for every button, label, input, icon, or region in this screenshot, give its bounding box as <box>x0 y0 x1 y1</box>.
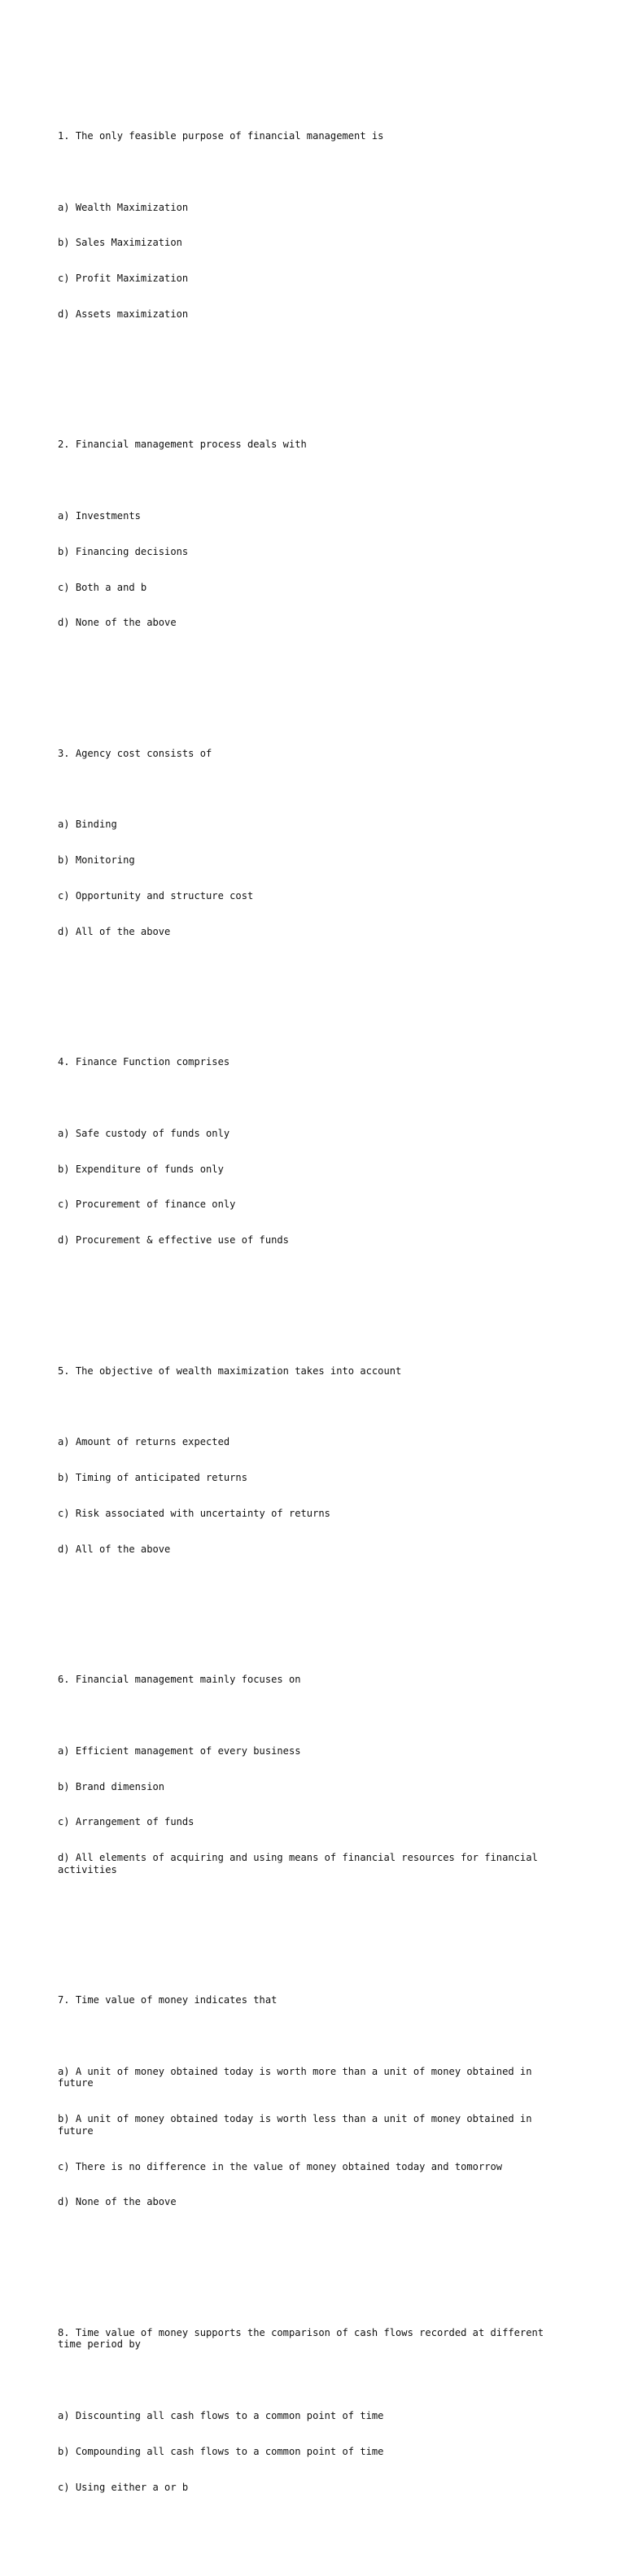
question-text: 7. Time value of money indicates that <box>58 1994 278 2006</box>
question-text: 6. Financial management mainly focuses on <box>58 1674 301 1686</box>
option-c: c) Risk associated with uncertainty of returns <box>58 1507 330 1519</box>
option-d: d) None of the above <box>58 2196 177 2208</box>
option-c: c) Arrangement of funds <box>58 1816 194 1828</box>
option-b: b) Sales Maximization <box>58 237 182 249</box>
question-text: 4. Finance Function comprises <box>58 1056 230 1068</box>
option-d: d) All of the above <box>58 1543 171 1555</box>
document-body <box>58 71 570 2576</box>
option-a: a) Investments <box>58 509 141 522</box>
option-a: a) Binding <box>58 819 117 831</box>
option-list <box>58 795 570 961</box>
question-3 <box>58 724 570 985</box>
option-c: c) Using either a or b <box>58 2481 189 2493</box>
question-1 <box>58 107 570 368</box>
option-d: d) Assets maximization <box>58 308 189 320</box>
question-text: 1. The only feasible purpose of financial management is <box>58 129 384 142</box>
question-7 <box>58 1971 570 2255</box>
question-text: 5. The objective of wealth maximization takes into account <box>58 1364 402 1377</box>
question-text: 3. Agency cost consists of <box>58 747 212 759</box>
question-2 <box>58 415 570 676</box>
option-list <box>58 1722 570 1900</box>
option-c: c) Both a and b <box>58 581 147 593</box>
option-a: a) A unit of money obtained today is worth more than a unit of money obtained in future <box>58 2065 538 2089</box>
option-b: b) Timing of anticipated returns <box>58 1472 247 1484</box>
question-text: 8. Time value of money supports the comparison of cash flows recorded at different time period by <box>58 2326 550 2351</box>
option-list <box>58 1412 570 1578</box>
option-list <box>58 1104 570 1270</box>
option-c: c) Opportunity and structure cost <box>58 889 254 902</box>
question-5 <box>58 1342 570 1603</box>
option-c: c) Procurement of finance only <box>58 1198 236 1211</box>
option-b: b) Compounding all cash flows to a common point of time <box>58 2445 384 2457</box>
option-d: d) All elements of acquiring and using means of financial resources for financial activities <box>58 1852 544 1875</box>
option-b: b) Monitoring <box>58 854 135 867</box>
option-b: b) Brand dimension <box>58 1780 165 1792</box>
option-b: b) Financing decisions <box>58 545 189 557</box>
question-text: 2. Financial management process deals with <box>58 439 307 451</box>
option-a: a) Discounting all cash flows to a common point of time <box>58 2409 384 2421</box>
option-a: a) Safe custody of funds only <box>58 1127 230 1139</box>
option-list <box>58 177 570 343</box>
option-c: c) Profit Maximization <box>58 273 189 285</box>
question-8 <box>58 2303 570 2541</box>
question-6 <box>58 1650 570 1923</box>
option-b: b) Expenditure of funds only <box>58 1163 224 1175</box>
option-a: a) Amount of returns expected <box>58 1436 230 1448</box>
option-d: d) All of the above <box>58 925 171 937</box>
option-c: c) There is no difference in the value of money obtained today and tomorrow <box>58 2160 503 2172</box>
option-list <box>58 487 570 653</box>
option-a: a) Wealth Maximization <box>58 201 189 213</box>
question-4 <box>58 1033 570 1294</box>
option-b: b) A unit of money obtained today is worth less than a unit of money obtained in future <box>58 2113 538 2137</box>
option-d: d) Procurement & effective use of funds <box>58 1234 289 1247</box>
option-d: d) None of the above <box>58 617 177 629</box>
option-list <box>58 2386 570 2517</box>
option-list <box>58 2042 570 2233</box>
option-a: a) Efficient management of every business <box>58 1744 301 1757</box>
